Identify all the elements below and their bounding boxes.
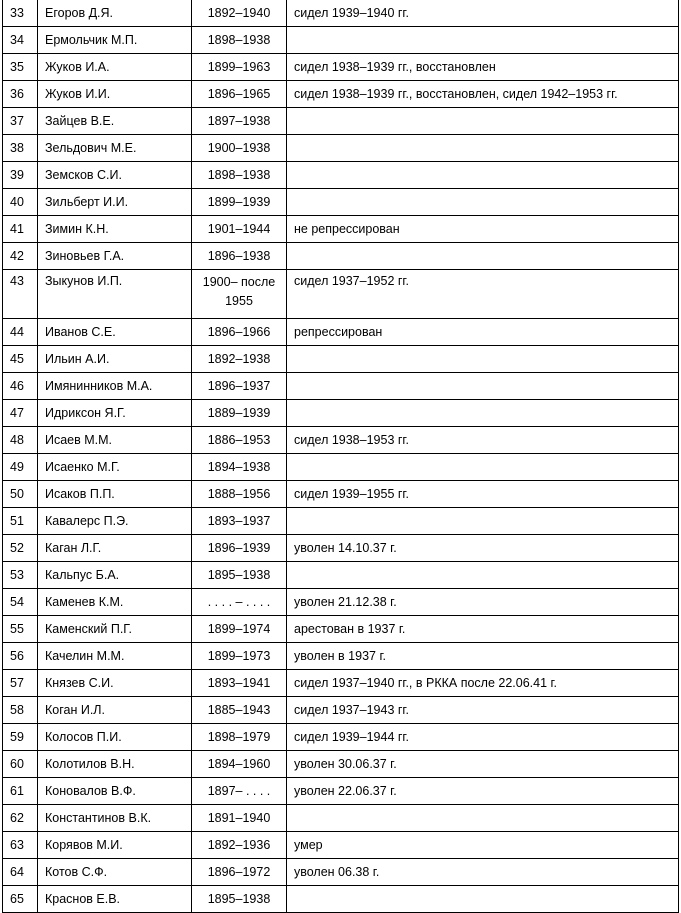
note-cell: сидел 1937–1940 гг., в РККА после 22.06.41 г. [287, 670, 679, 697]
note-cell [287, 243, 679, 270]
table-row [3, 751, 679, 778]
note-cell: сидел 1939–1944 гг. [287, 724, 679, 751]
person-name-cell: Каган Л.Г. [38, 535, 192, 562]
note-cell: уволен 30.06.37 г. [287, 751, 679, 778]
table-row [3, 562, 679, 589]
row-number-cell: 38 [3, 135, 38, 162]
table-row [3, 805, 679, 832]
row-number-cell: 43 [3, 270, 38, 319]
life-years-cell: 1898–1938 [192, 162, 287, 189]
row-number-cell: 64 [3, 859, 38, 886]
row-number-cell: 45 [3, 346, 38, 373]
life-years-cell: 1892–1936 [192, 832, 287, 859]
life-years-cell: 1893–1941 [192, 670, 287, 697]
person-name-cell: Егоров Д.Я. [38, 0, 192, 27]
row-number-cell: 46 [3, 373, 38, 400]
person-name-cell: Краснов Е.В. [38, 886, 192, 913]
note-cell: не репрессирован [287, 216, 679, 243]
note-cell: уволен 06.38 г. [287, 859, 679, 886]
row-number-cell: 55 [3, 616, 38, 643]
table-row [3, 778, 679, 805]
life-years-cell: 1891–1940 [192, 805, 287, 832]
table-row [3, 243, 679, 270]
note-cell: уволен 22.06.37 г. [287, 778, 679, 805]
table-row [3, 400, 679, 427]
table-row [3, 535, 679, 562]
note-cell: умер [287, 832, 679, 859]
person-name-cell: Зимин К.Н. [38, 216, 192, 243]
life-years-cell: 1899–1973 [192, 643, 287, 670]
table-row [3, 373, 679, 400]
person-name-cell: Исаенко М.Г. [38, 454, 192, 481]
life-years-cell: 1889–1939 [192, 400, 287, 427]
person-name-cell: Зыкунов И.П. [38, 270, 192, 319]
person-name-cell: Колосов П.И. [38, 724, 192, 751]
table-row [3, 270, 679, 319]
note-cell [287, 189, 679, 216]
life-years-cell: 1885–1943 [192, 697, 287, 724]
table-row [3, 189, 679, 216]
note-cell: уволен 21.12.38 г. [287, 589, 679, 616]
life-years-cell: 1898–1979 [192, 724, 287, 751]
note-cell [287, 162, 679, 189]
row-number-cell: 47 [3, 400, 38, 427]
row-number-cell: 48 [3, 427, 38, 454]
table-row [3, 832, 679, 859]
life-years-cell: 1894–1960 [192, 751, 287, 778]
table-row [3, 670, 679, 697]
row-number-cell: 61 [3, 778, 38, 805]
life-years-cell: 1888–1956 [192, 481, 287, 508]
person-name-cell: Кавалерс П.Э. [38, 508, 192, 535]
row-number-cell: 44 [3, 319, 38, 346]
note-cell [287, 886, 679, 913]
person-name-cell: Каменский П.Г. [38, 616, 192, 643]
life-years-cell: 1900– после 1955 [192, 270, 287, 319]
life-years-cell: 1900–1938 [192, 135, 287, 162]
life-years-cell: 1896–1965 [192, 81, 287, 108]
person-name-cell: Зайцев В.Е. [38, 108, 192, 135]
person-name-cell: Коган И.Л. [38, 697, 192, 724]
person-name-cell: Котов С.Ф. [38, 859, 192, 886]
life-years-cell: 1895–1938 [192, 886, 287, 913]
person-name-cell: Зиновьев Г.А. [38, 243, 192, 270]
person-name-cell: Зильберт И.И. [38, 189, 192, 216]
life-years-cell: 1899–1974 [192, 616, 287, 643]
table-row [3, 859, 679, 886]
row-number-cell: 40 [3, 189, 38, 216]
row-number-cell: 52 [3, 535, 38, 562]
person-name-cell: Жуков И.А. [38, 54, 192, 81]
row-number-cell: 65 [3, 886, 38, 913]
row-number-cell: 51 [3, 508, 38, 535]
note-cell: сидел 1938–1953 гг. [287, 427, 679, 454]
note-cell [287, 400, 679, 427]
note-cell [287, 135, 679, 162]
life-years-cell: 1896–1972 [192, 859, 287, 886]
note-cell: уволен 14.10.37 г. [287, 535, 679, 562]
table-row [3, 0, 679, 27]
note-cell [287, 508, 679, 535]
person-name-cell: Кальпус Б.А. [38, 562, 192, 589]
table-row [3, 27, 679, 54]
repression-list-table [2, 0, 679, 913]
person-name-cell: Князев С.И. [38, 670, 192, 697]
life-years-cell: 1896–1939 [192, 535, 287, 562]
note-cell [287, 346, 679, 373]
table-row [3, 346, 679, 373]
life-years-cell: 1896–1937 [192, 373, 287, 400]
person-name-cell: Земсков С.И. [38, 162, 192, 189]
table-row [3, 162, 679, 189]
row-number-cell: 39 [3, 162, 38, 189]
note-cell: сидел 1937–1952 гг. [287, 270, 679, 319]
row-number-cell: 35 [3, 54, 38, 81]
person-name-cell: Качелин М.М. [38, 643, 192, 670]
person-name-cell: Ермольчик М.П. [38, 27, 192, 54]
note-cell [287, 373, 679, 400]
table-row [3, 724, 679, 751]
table-row [3, 454, 679, 481]
table-row [3, 616, 679, 643]
note-cell [287, 562, 679, 589]
row-number-cell: 63 [3, 832, 38, 859]
row-number-cell: 37 [3, 108, 38, 135]
table-row [3, 135, 679, 162]
table-row [3, 697, 679, 724]
table-row [3, 54, 679, 81]
life-years-cell: . . . . – . . . . [192, 589, 287, 616]
table-row [3, 427, 679, 454]
table-row [3, 886, 679, 913]
life-years-cell: 1899–1963 [192, 54, 287, 81]
note-cell: сидел 1938–1939 гг., восстановлен, сидел 1942–1953 гг. [287, 81, 679, 108]
row-number-cell: 36 [3, 81, 38, 108]
note-cell: сидел 1939–1955 гг. [287, 481, 679, 508]
note-cell [287, 108, 679, 135]
note-cell: сидел 1938–1939 гг., восстановлен [287, 54, 679, 81]
note-cell [287, 805, 679, 832]
person-name-cell: Коновалов В.Ф. [38, 778, 192, 805]
life-years-cell: 1893–1937 [192, 508, 287, 535]
person-name-cell: Исаков П.П. [38, 481, 192, 508]
person-name-cell: Ильин А.И. [38, 346, 192, 373]
person-name-cell: Имянинников М.А. [38, 373, 192, 400]
row-number-cell: 57 [3, 670, 38, 697]
life-years-cell: 1892–1938 [192, 346, 287, 373]
table-row [3, 216, 679, 243]
life-years-cell: 1897–1938 [192, 108, 287, 135]
person-name-cell: Зельдович М.Е. [38, 135, 192, 162]
note-cell: сидел 1937–1943 гг. [287, 697, 679, 724]
life-years-cell: 1892–1940 [192, 0, 287, 27]
row-number-cell: 49 [3, 454, 38, 481]
note-cell: сидел 1939–1940 гг. [287, 0, 679, 27]
table-row [3, 508, 679, 535]
row-number-cell: 53 [3, 562, 38, 589]
row-number-cell: 62 [3, 805, 38, 832]
person-name-cell: Константинов В.К. [38, 805, 192, 832]
table-row [3, 81, 679, 108]
table-row [3, 643, 679, 670]
person-name-cell: Корявов М.И. [38, 832, 192, 859]
person-name-cell: Колотилов В.Н. [38, 751, 192, 778]
life-years-cell: 1896–1966 [192, 319, 287, 346]
row-number-cell: 60 [3, 751, 38, 778]
person-name-cell: Каменев К.М. [38, 589, 192, 616]
row-number-cell: 58 [3, 697, 38, 724]
table-row [3, 319, 679, 346]
life-years-cell: 1897– . . . . [192, 778, 287, 805]
person-name-cell: Исаев М.М. [38, 427, 192, 454]
row-number-cell: 42 [3, 243, 38, 270]
note-cell: репрессирован [287, 319, 679, 346]
life-years-cell: 1894–1938 [192, 454, 287, 481]
row-number-cell: 41 [3, 216, 38, 243]
note-cell: уволен в 1937 г. [287, 643, 679, 670]
table-row [3, 589, 679, 616]
life-years-cell: 1886–1953 [192, 427, 287, 454]
row-number-cell: 33 [3, 0, 38, 27]
table-body [3, 0, 679, 913]
row-number-cell: 34 [3, 27, 38, 54]
table-row [3, 481, 679, 508]
note-cell: арестован в 1937 г. [287, 616, 679, 643]
row-number-cell: 56 [3, 643, 38, 670]
life-years-cell: 1896–1938 [192, 243, 287, 270]
note-cell [287, 27, 679, 54]
person-name-cell: Иванов С.Е. [38, 319, 192, 346]
table-row [3, 108, 679, 135]
life-years-cell: 1895–1938 [192, 562, 287, 589]
note-cell [287, 454, 679, 481]
life-years-cell: 1898–1938 [192, 27, 287, 54]
person-name-cell: Идриксон Я.Г. [38, 400, 192, 427]
row-number-cell: 59 [3, 724, 38, 751]
row-number-cell: 54 [3, 589, 38, 616]
life-years-cell: 1899–1939 [192, 189, 287, 216]
row-number-cell: 50 [3, 481, 38, 508]
life-years-cell: 1901–1944 [192, 216, 287, 243]
person-name-cell: Жуков И.И. [38, 81, 192, 108]
